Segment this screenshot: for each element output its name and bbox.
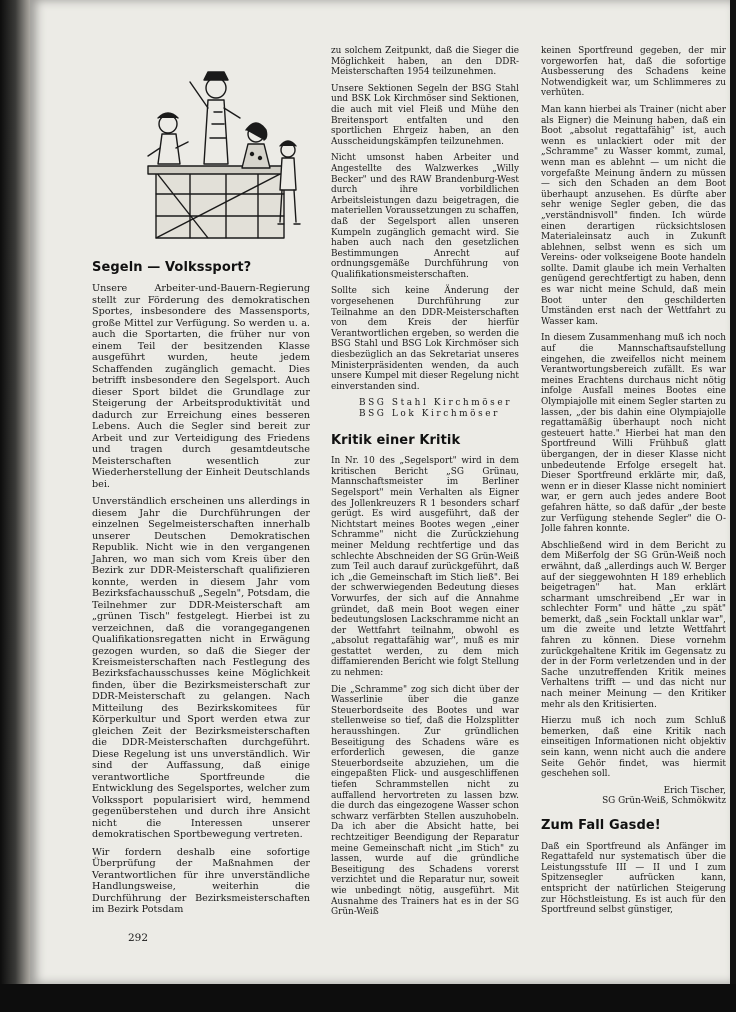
paragraph: keinen Sportfreund gegeben, der mir vorgeworfen hat, daß die sofortige Ausbesserung des Schadens keine Notwendigkeit war, um Schlimmeres zu verhüten. bbox=[541, 46, 726, 99]
cartoon-illustration bbox=[128, 52, 310, 247]
book-spine-shadow bbox=[0, 0, 34, 1012]
paragraph: Abschließend wird in dem Bericht zu dem Mißerfolg der SG Grün-Weiß noch erwähnt, daß „allerdings auch W. Berger auf der sieggewohnten H 189 erheblich beigetragen" hat. Man erklärt scharmant umschreibend „Er war in schlechter Form" und hätte „zu spät" bemerkt, daß „sein Focktall unklar war", um die zweite und letzte Wettfahrt fahren zu können. Diese vornehm zurückgehaltene Kritik im Gegensatz zu der in der Form verletzenden und in der Sache unzutreffenden Kritik meines Verhaltens trifft — und das nicht nur nach meiner Meinung — den Kritiker mehr als den Kritisierten. bbox=[541, 540, 726, 710]
paragraph: Unsere Sektionen Segeln der BSG Stahl und BSK Lok Kirchmöser sind Sektionen, die auch mit viel Fleiß und Mühe den Breitensport entfalten und den sportlichen Ehrgeiz haben, an den Ausscheidungskämpfen teilzunehmen. bbox=[331, 83, 519, 147]
paragraph: In diesem Zusammenhang muß ich noch auf die Mannschaftsaufstellung eingehen, die zweifellos nicht meinem Verantwortungsbereich zufällt. Es war meines Erachtens durchaus nicht nötig infolge Ausfall meines Bootes eine Olympiajolle mit einem Segler starten zu lassen, „der bis dahin eine Olympiajolle regattamäßig überhaupt noch nicht gesteuert hatte." Hierbei hat man den Sportfreund Willi Frühbuß glatt übergangen, der in dieser Klasse nicht unbedeutende Erfolge ersegelt hat. Dieser Sportfreund erklärte mir, daß, wenn er in dieser Klasse nicht nominiert war, er gern auch jedes andere Boot gefahren hätte, so daß dafür „der beste zur Verfügung stehende Segler" die O-Jolle fahren konnte. bbox=[541, 333, 726, 535]
right-column bbox=[541, 46, 726, 922]
article-heading-segeln: Segeln — Volkssport? bbox=[92, 260, 252, 275]
signature-line: BSG Stahl Kirchmöser bbox=[359, 398, 513, 409]
article-heading-kritik: Kritik einer Kritik bbox=[331, 432, 461, 448]
paragraph: Wir fordern deshalb eine sofortige Überprüfung der Maßnahmen der Verantwortlichen für ihre unverständliche Handlungsweise, weiterhin die Durchführung der Bezirksmeisterschaften im Bezirk Potsdam bbox=[92, 846, 310, 916]
signature-line: BSG Lok Kirchmöser bbox=[359, 409, 500, 419]
left-column bbox=[92, 256, 310, 922]
paragraph: Die „Schramme" zog sich dicht über der Wasserlinie über die ganze Steuerbordseite des Bootes und war stellenweise so tief, daß die Holzsplitter herausshingen. Zur gründlichen Beseitigung des Schadens wäre es erforderlich gewesen, die ganze Steuerbordseite abzuziehen, um die eingepaßten Flick- und ausgeschliffenen tiefen Schrammstellen nicht zu auffallend hervortreten zu lassen bzw. die durch das eingezogene Wasser schon schwarz verfärbten Stellen auszuhobeln. Da ich aber die Absicht hatte, bei rechtzeitiger Beendigung der Reparatur meine Gemeinschaft nicht „im Stich" zu lassen, wurde auf die gründliche Beseitigung des Schadens vorerst verzichtet und die Reparatur nur, soweit wie unbedingt nötig, ausgeführt. Mit Ausnahme des Trainers hat es in der SG Grün-Weiß bbox=[331, 684, 519, 918]
author-name: Erich Tischer, bbox=[663, 785, 726, 796]
page-number: 292 bbox=[128, 932, 149, 944]
paragraph: In Nr. 10 des „Segelsport" wird in dem kritischen Bericht „SG Grünau, Mannschaftsmeister im Berliner Segelsport" mein Verhalten als Eigner des Jollenkreuzers R 1 besonders scharf gerügt. Es wird ausgeführt, daß der Nichtstart meines Bootes wegen „einer Schramme" nicht die Zurückziehung meiner Meldung rechtfertige und das schlechte Abschneiden der SG Grün-Weiß zum Teil auch darauf zurückgeführt, daß ich „die Gemeinschaft im Stich ließ". Bei der schwerwiegenden Bedeutung dieses Vorwurfes, der sich auf die Annahme gründet, daß mein Boot wegen einer bedeutungslosen Lackschramme nicht an der Wettfahrt teilnahm, obwohl es „absolut regattafähig war", muß es mir gestattet werden, zu dem mich diffamierenden Bericht wie folgt Stellung zu nehmen: bbox=[331, 456, 519, 679]
paragraph: Man kann hierbei als Trainer (nicht aber als Eigner) die Meinung haben, daß ein Boot „absolut regattafähig" ist, auch wenn es unlackiert oder mit der „Schramme" zu Wasser kommt, zumal, wenn man es ablehnt — um nicht die vorgefaßte Meinung ändern zu müssen — sich den Schaden an dem Boot überhaupt anzusehen. Es dürfte aber sehr wenige Segler geben, die das „verständnisvoll" finden. Ich würde einen derartigen rücksichtslosen Materialeinsatz auch in Zukunft ablehnen, selbst wenn es sich um Vereins- oder volkseigene Boote handeln sollte. Damit glaube ich mein Verhalten genügend gerechtfertigt zu haben, denn es war nicht meine Schuld, daß mein Boot unter den geschilderten Umständen erst nach der Wettfahrt zu Wasser kam. bbox=[541, 104, 726, 327]
paragraph: Sollte sich keine Änderung der vorgesehenen Durchführung zur Teilnahme an den DDR-Meisterschaften von dem Kreis der hierfür Verantwortlichen ergeben, so werden die BSG Stahl und BSG Lok Kirchmöser sich diesbezüglich an das Sekretariat unseres Ministerpräsidenten wenden, da auch unsere Kumpel mit dieser Regelung nicht einverstanden sind. bbox=[331, 286, 519, 392]
paragraph: Daß ein Sportfreund als Anfänger im Regattafeld nur systematisch über die Leistungsstufe III — II und I zum Spitzensegler aufrücken kann, entspricht der natürlichen Steigerung zur Höchstleistung. Es ist auch für den Sportfreund selbst günstiger, bbox=[541, 841, 726, 916]
author-club: SG Grün-Weiß, Schmökwitz bbox=[602, 796, 726, 807]
paragraph: Hierzu muß ich noch zum Schluß bemerken, daß eine Kritik nach einseitigen Informationen nicht objektiv sein kann, wenn nicht auch die andere Seite Gehör findet, was hiermit geschehen soll. bbox=[541, 716, 726, 780]
scan-bottom-edge bbox=[0, 984, 736, 1012]
paragraph: Nicht umsonst haben Arbeiter und Angestellte des Walzwerkes „Willy Becker" und des RAW Brandenburg-West durch ihre vorbildlichen Arbeitsleistungen dazu beigetragen, die materiellen Voraussetzungen zu schaffen, daß der Segelsport allen unseren Kumpeln zugänglich gemacht wird. Sie haben auch nach den gesetzlichen Bestimmungen Anrecht auf ordnungsgemäße Durchführung von Qualifikationsmeisterschaften. bbox=[331, 153, 519, 280]
paragraph: zu solchem Zeitpunkt, daß die Sieger die Möglichkeit haben, an den DDR-Meisterschaften 1954 teilzunehmen. bbox=[331, 46, 519, 78]
article-heading-gasde: Zum Fall Gasde! bbox=[541, 817, 661, 833]
paragraph: Unsere Arbeiter-und-Bauern-Regierung stellt zur Förderung des demokratischen Sportes, insbesondere des Massensports, große Mittel zur Verfügung. So werden u. a. auch die Sportarten, die früher nur von einem Teil der besitzenden Klasse ausgeführt wurden, heute jedem Schaffenden zugänglich gemacht. Dies betrifft insbesondere den Segelsport. Auch dieser Sport bildet die Grundlage zur Steigerung der Arbeitsproduktivität und dadurch zur Erreichung eines besseren Lebens. Auch die Segler sind bereit zur Arbeit und zur Verteidigung des Friedens und tragen durch gesamtdeutsche Meisterschaften wesentlich zur Wiederherstellung der Einheit Deutschlands bei. bbox=[92, 283, 310, 490]
paragraph: Unverständlich erscheinen uns allerdings in diesem Jahr die Durchführungen der einzelnen Segelmeisterschaften innerhalb unserer Deutschen Demokratischen Republik. Nicht wie in den vergangenen Jahren, wo man sich vom Kreis über den Bezirk zur DDR-Meisterschaft qualifizieren konnte, werden in diesem Jahr vom Bezirksfachausschuß „Segeln", Potsdam, die Teilnehmer zur DDR-Meisterschaft am „grünen Tisch" festgelegt. Hierbei ist zu verzeichnen, daß die vorangegangenen Qualifikationsregatten nicht in Erwägung gezogen wurden, so daß die Sieger der Kreismeisterschaften nach Festlegung des Bezirksfachausschusses keine Möglichkeit finden, über die Bezirksmeisterschaft zur DDR-Meisterschaft zu gelangen. Nach Mitteilung des Bezirkskomitees für Körperkultur und Sport werden etwa zur gleichen Zeit der Bezirksmeisterschaften die DDR-Meisterschaften durchgeführt. Diese Regelung ist uns unverständlich. Wir sind der Auffassung, daß einige verantwortliche Sportfreunde die Entwicklung des Segelsportes, welcher zum Volkssport popularisiert wird, hemmend gegenüberstehen und durch ihre Ansicht nicht die Interessen unserer demokratischen Sportbewegung vertreten. bbox=[92, 496, 310, 841]
middle-column bbox=[331, 46, 519, 924]
